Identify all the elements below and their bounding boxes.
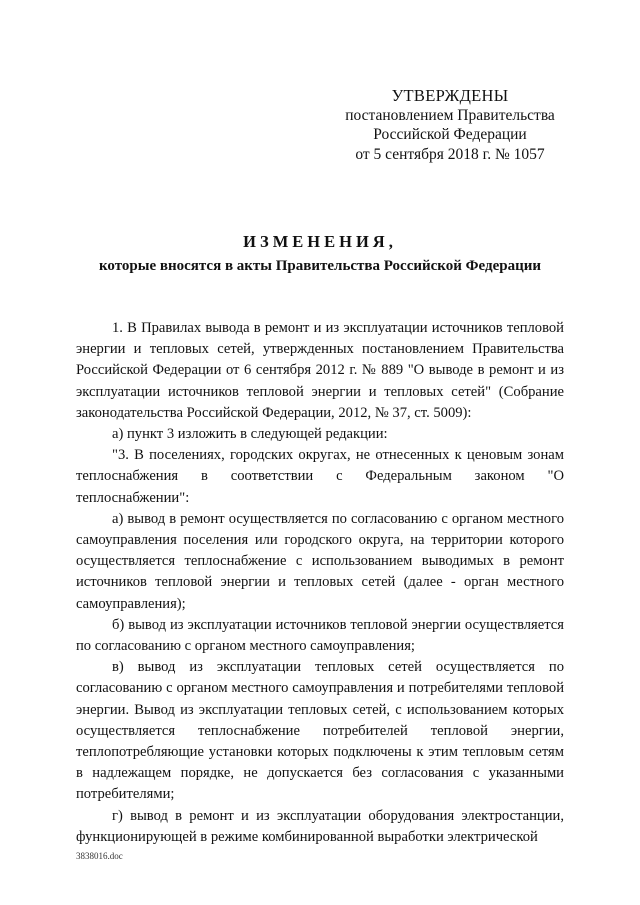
approval-block — [340, 86, 560, 164]
document-title: ИЗМЕНЕНИЯ, — [243, 232, 397, 251]
paragraph-2: а) пункт 3 изложить в следующей редакции: — [112, 426, 388, 443]
file-code: 3838016.doc — [76, 851, 123, 861]
paragraph-5: б) вывод из эксплуатации источников тепловой энергии осуществляется по согласованию с органом местного самоуправления; — [76, 616, 564, 655]
approval-heading: УТВЕРЖДЕНЫ — [391, 86, 509, 105]
paragraph-7: г) вывод в ремонт и из эксплуатации оборудования электростанции, функционирующей в режиме комбинированной выработки электрической — [76, 807, 564, 845]
approval-line-2: Российской Федерации — [373, 126, 527, 143]
document-subtitle: которые вносятся в акты Правительства Российской Федерации — [98, 258, 542, 274]
approval-line-3: от 5 сентября 2018 г. № 1057 — [355, 145, 545, 163]
paragraph-4: а) вывод в ремонт осуществляется по согласованию с органом местного самоуправления поселения или городского округа, на территории которого осуществляется теплоснабжение с использованием выводимых в ремонт источников тепловой энергии и тепловых сетей (далее - орган местного самоуправления); — [76, 510, 564, 612]
approval-line-1: постановлением Правительства — [345, 106, 555, 124]
paragraph-3: "3. В поселениях, городских округах, не отнесенных к ценовым зонам теплоснабжения в соответствии с Федеральным законом "О теплоснабжении": — [76, 447, 564, 506]
paragraph-1: 1. В Правилах вывода в ремонт и из эксплуатации источников тепловой энергии и тепловых сетей, утвержденных постановлением Правительства Российской Федерации от 6 сентября 2012 г. № 889 "О выводе в ремонт и из эксплуатации источников тепловой энергии и тепловых сетей" (Собрание законодательства Российской Федерации, 2012, № 37, ст. 5009): — [76, 320, 564, 421]
paragraph-6: в) вывод из эксплуатации тепловых сетей осуществляется по согласованию с органом местного самоуправления и потребителями тепловой энергии. Вывод из эксплуатации тепловых сетей, с использованием которых осуществляется теплоснабжение потребителей тепловой энергии, теплопотребляющие установки которых подключены к этим тепловым сетям в надлежащем порядке, не допускается без согласования с указанными потребителями; — [76, 659, 564, 803]
document-body — [76, 318, 564, 848]
